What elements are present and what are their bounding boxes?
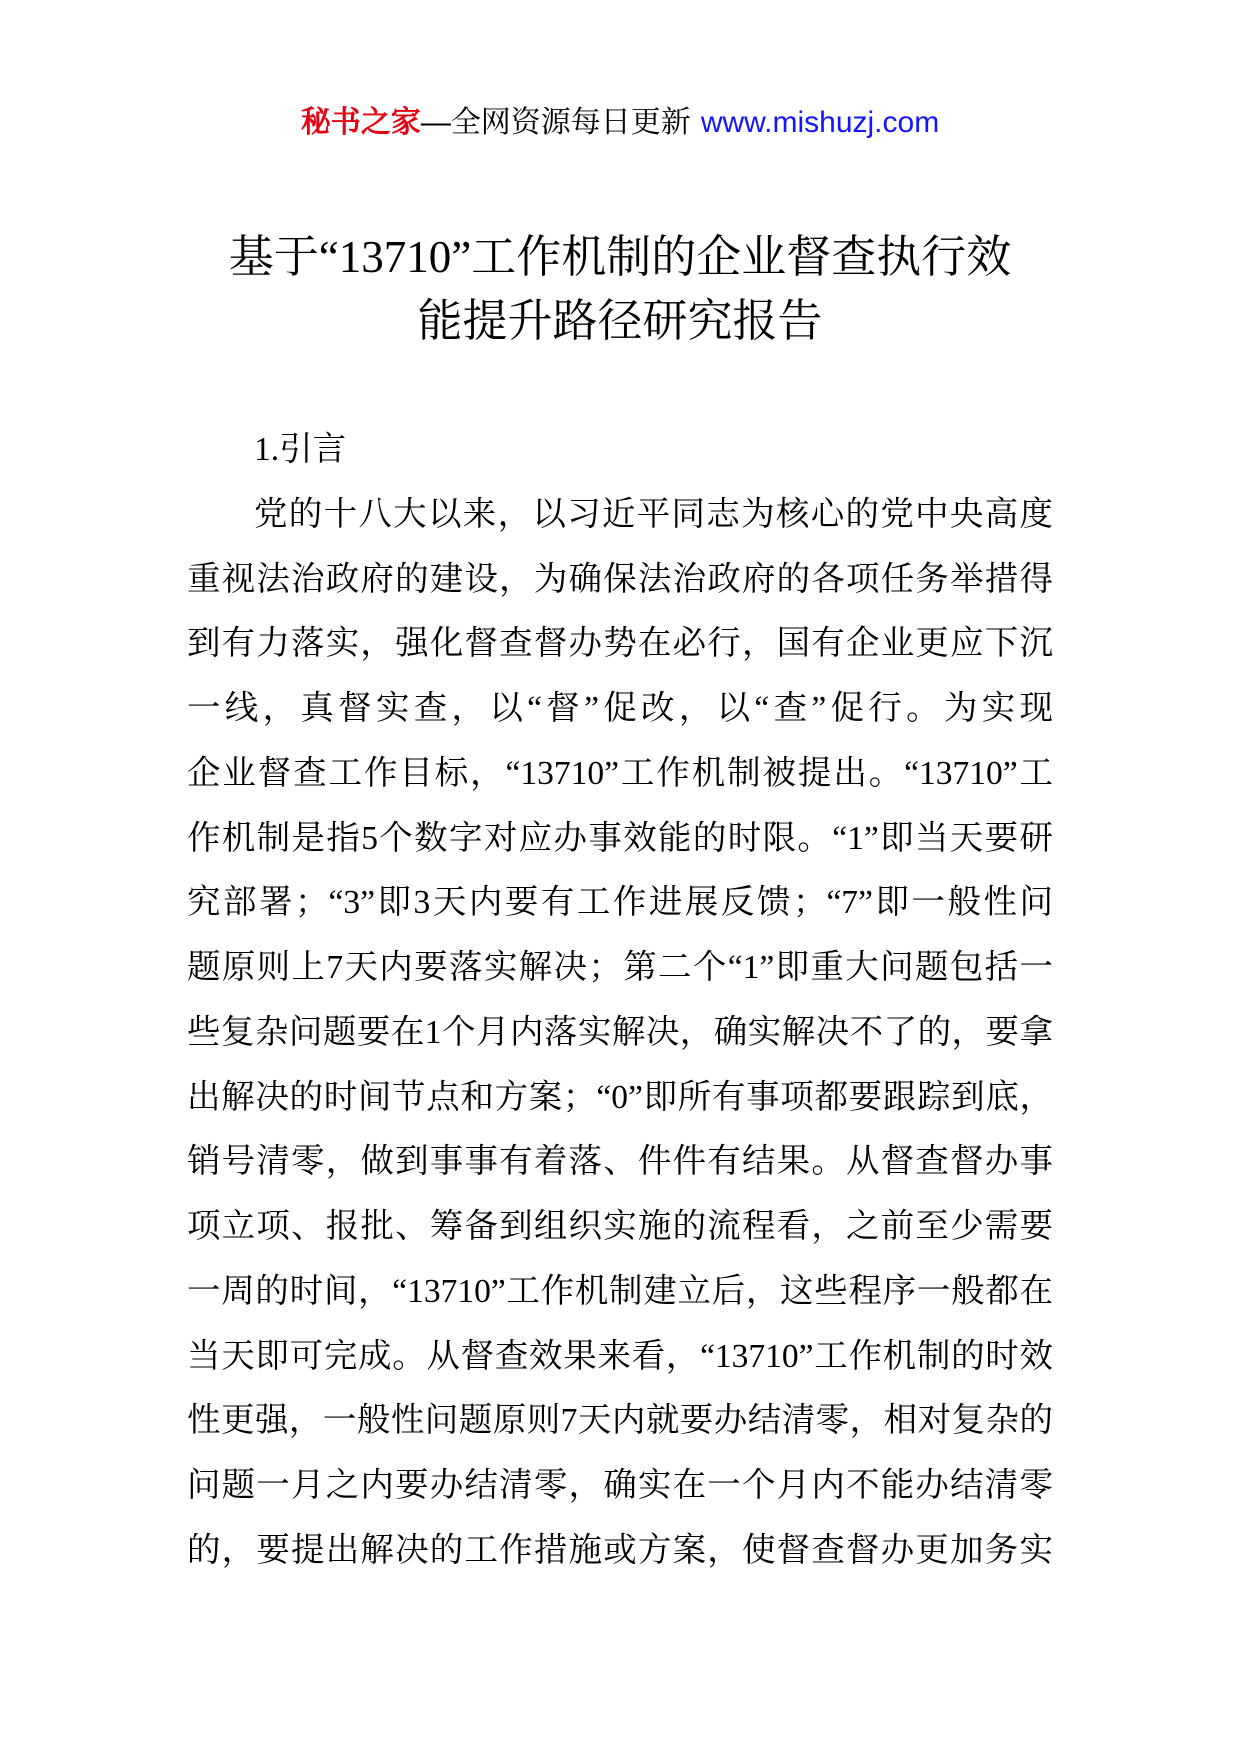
paragraph-line: 一周的时间，“13710”工作机制建立后，这些程序一般都在 xyxy=(187,1272,1053,1310)
site-tagline: —全网资源每日更新 xyxy=(420,106,691,139)
paragraph-line: 当天即可完成。从督查效果来看，“13710”工作机制的时效 xyxy=(187,1337,1053,1375)
section-heading: 1.引言 xyxy=(254,431,347,468)
title-line: 能提升路径研究报告 xyxy=(417,296,823,346)
paragraph-line: 些复杂问题要在1个月内落实解决，确实解决不了的，要拿 xyxy=(187,1013,1053,1051)
site-url: www.mishuzj.com xyxy=(700,106,940,139)
site-brand: 秘书之家 xyxy=(300,106,421,139)
title-line: 基于“13710”工作机制的企业督查执行效 xyxy=(228,232,1012,282)
paragraph-line: 销号清零，做到事事有着落、件件有结果。从督查督办事 xyxy=(187,1143,1053,1181)
paragraph-line: 重视法治政府的建设，为确保法治政府的各项任务举措得 xyxy=(187,560,1053,598)
paragraph-line: 作机制是指5个数字对应办事效能的时限。“1”即当天要研 xyxy=(187,819,1053,857)
paragraph-line: 究部署；“3”即3天内要有工作进展反馈；“7”即一般性问 xyxy=(187,884,1053,922)
section-body xyxy=(187,418,1053,1584)
paragraph-line: 出解决的时间节点和方案；“0”即所有事项都要跟踪到底， xyxy=(187,1078,1053,1116)
paragraph-line: 问题一月之内要办结清零，确实在一个月内不能办结清零 xyxy=(187,1467,1053,1504)
paragraph-line: 党的十八大以来，以习近平同志为核心的党中央高度 xyxy=(254,495,1053,533)
paragraph-line: 项立项、报批、筹备到组织实施的流程看，之前至少需要 xyxy=(187,1208,1053,1245)
paragraph-line: 的，要提出解决的工作措施或方案，使督查督办更加务实 xyxy=(187,1531,1053,1569)
document-title xyxy=(187,225,1053,353)
paragraph-line: 一线，真督实查，以“督”促改，以“查”促行。为实现 xyxy=(187,690,1053,727)
paragraph-line: 企业督查工作目标，“13710”工作机制被提出。“13710”工 xyxy=(187,754,1053,792)
paragraph-line: 性更强，一般性问题原则7天内就要办结清零，相对复杂的 xyxy=(187,1402,1053,1440)
paragraph-line: 题原则上7天内要落实解决；第二个“1”即重大问题包括一 xyxy=(187,949,1053,986)
site-header xyxy=(0,103,1240,143)
paragraph-line: 到有力落实，强化督查督办势在必行，国有企业更应下沉 xyxy=(187,625,1053,663)
